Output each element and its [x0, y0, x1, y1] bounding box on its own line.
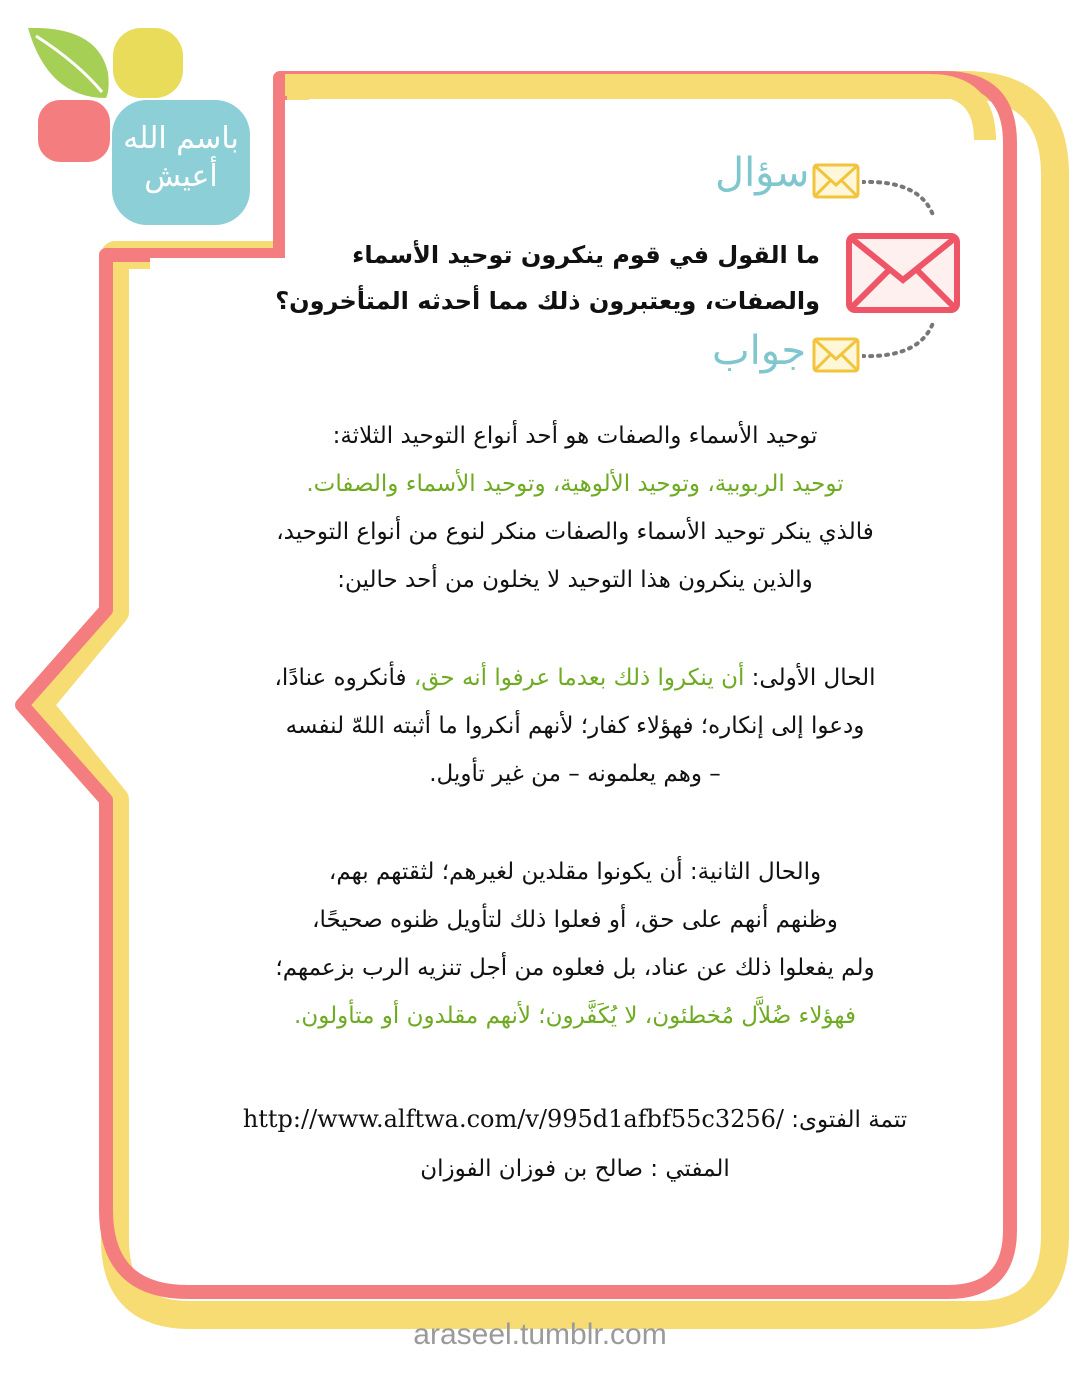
logo-line-2: أعيش: [144, 159, 218, 194]
case2-line-3: ولم يفعلوا ذلك عن عناد، بل فعلوه من أجل تنزيه الرب بزعمهم؛: [275, 955, 875, 981]
source-line: [165, 1094, 985, 1144]
answer-intro-4: والذين ينكرون هذا التوحيد لا يخلون من أحد حالين:: [337, 567, 813, 593]
envelope-icon: [845, 232, 961, 314]
case2-line-1: والحال الثانية: أن يكونوا مقلدين لغيرهم؛ لثقتهم بهم،: [328, 859, 822, 885]
case2-line-4: فهؤلاء ضُلاَّل مُخطئون، لا يُكَفَّرون؛ لأنهم مقلدون أو متأولون.: [294, 1003, 856, 1029]
answer-intro-3: فالذي ينكر توحيد الأسماء والصفات منكر لنوع من أنواع التوحيد،: [276, 519, 874, 545]
case1-line-1: [165, 654, 985, 702]
small-envelope-icon: [812, 163, 860, 199]
question-line-2: والصفات، ويعتبرون ذلك مما أحدثه المتأخرون؟: [275, 287, 820, 315]
case1-line-2: ودعوا إلى إنكاره؛ فهؤلاء كفار؛ لأنهم أنكروا ما أثبته اللهّ لنفسه: [285, 713, 865, 739]
case1-highlight: أن ينكروا ذلك بعدما عرفوا أنه حق،: [413, 665, 745, 691]
source-link[interactable]: http://www.alftwa.com/v/995d1afbf55c3256/: [242, 1105, 784, 1133]
answer-text: [165, 412, 985, 1040]
case1-line-3: – وهم يعلمونه – من غير تأويل.: [429, 761, 721, 787]
mufti-line: المفتي : صالح بن فوزان الفوزان: [420, 1156, 730, 1182]
logo-pink-block: [38, 100, 110, 162]
answer-label: جواب: [712, 328, 807, 374]
case1-rest: فأنكروه عنادًا،: [274, 665, 414, 691]
source-section: [165, 1094, 985, 1194]
question-line-1: ما القول في قوم ينكرون توحيد الأسماء: [352, 241, 820, 269]
logo-text: [112, 120, 250, 196]
source-label: تتمة الفتوى:: [783, 1107, 908, 1133]
question-label: سؤال: [715, 150, 810, 196]
small-envelope-icon-2: [812, 337, 860, 373]
case1-label: الحال الأولى:: [744, 665, 876, 691]
answer-intro-2: توحيد الربوبية، وتوحيد الألوهية، وتوحيد الأسماء والصفات.: [306, 471, 844, 497]
answer-intro-1: توحيد الأسماء والصفات هو أحد أنواع التوحيد الثلاثة:: [332, 423, 818, 449]
footer-watermark: araseel.tumblr.com: [413, 1318, 667, 1351]
logo-yellow-block: [113, 28, 183, 98]
logo-line-1: باسم الله: [123, 121, 239, 156]
case2-line-2: وظنهم أنهم على حق، أو فعلوا ذلك لتأويل ظنوه صحيحًا،: [312, 907, 838, 933]
question-text: [260, 232, 820, 324]
